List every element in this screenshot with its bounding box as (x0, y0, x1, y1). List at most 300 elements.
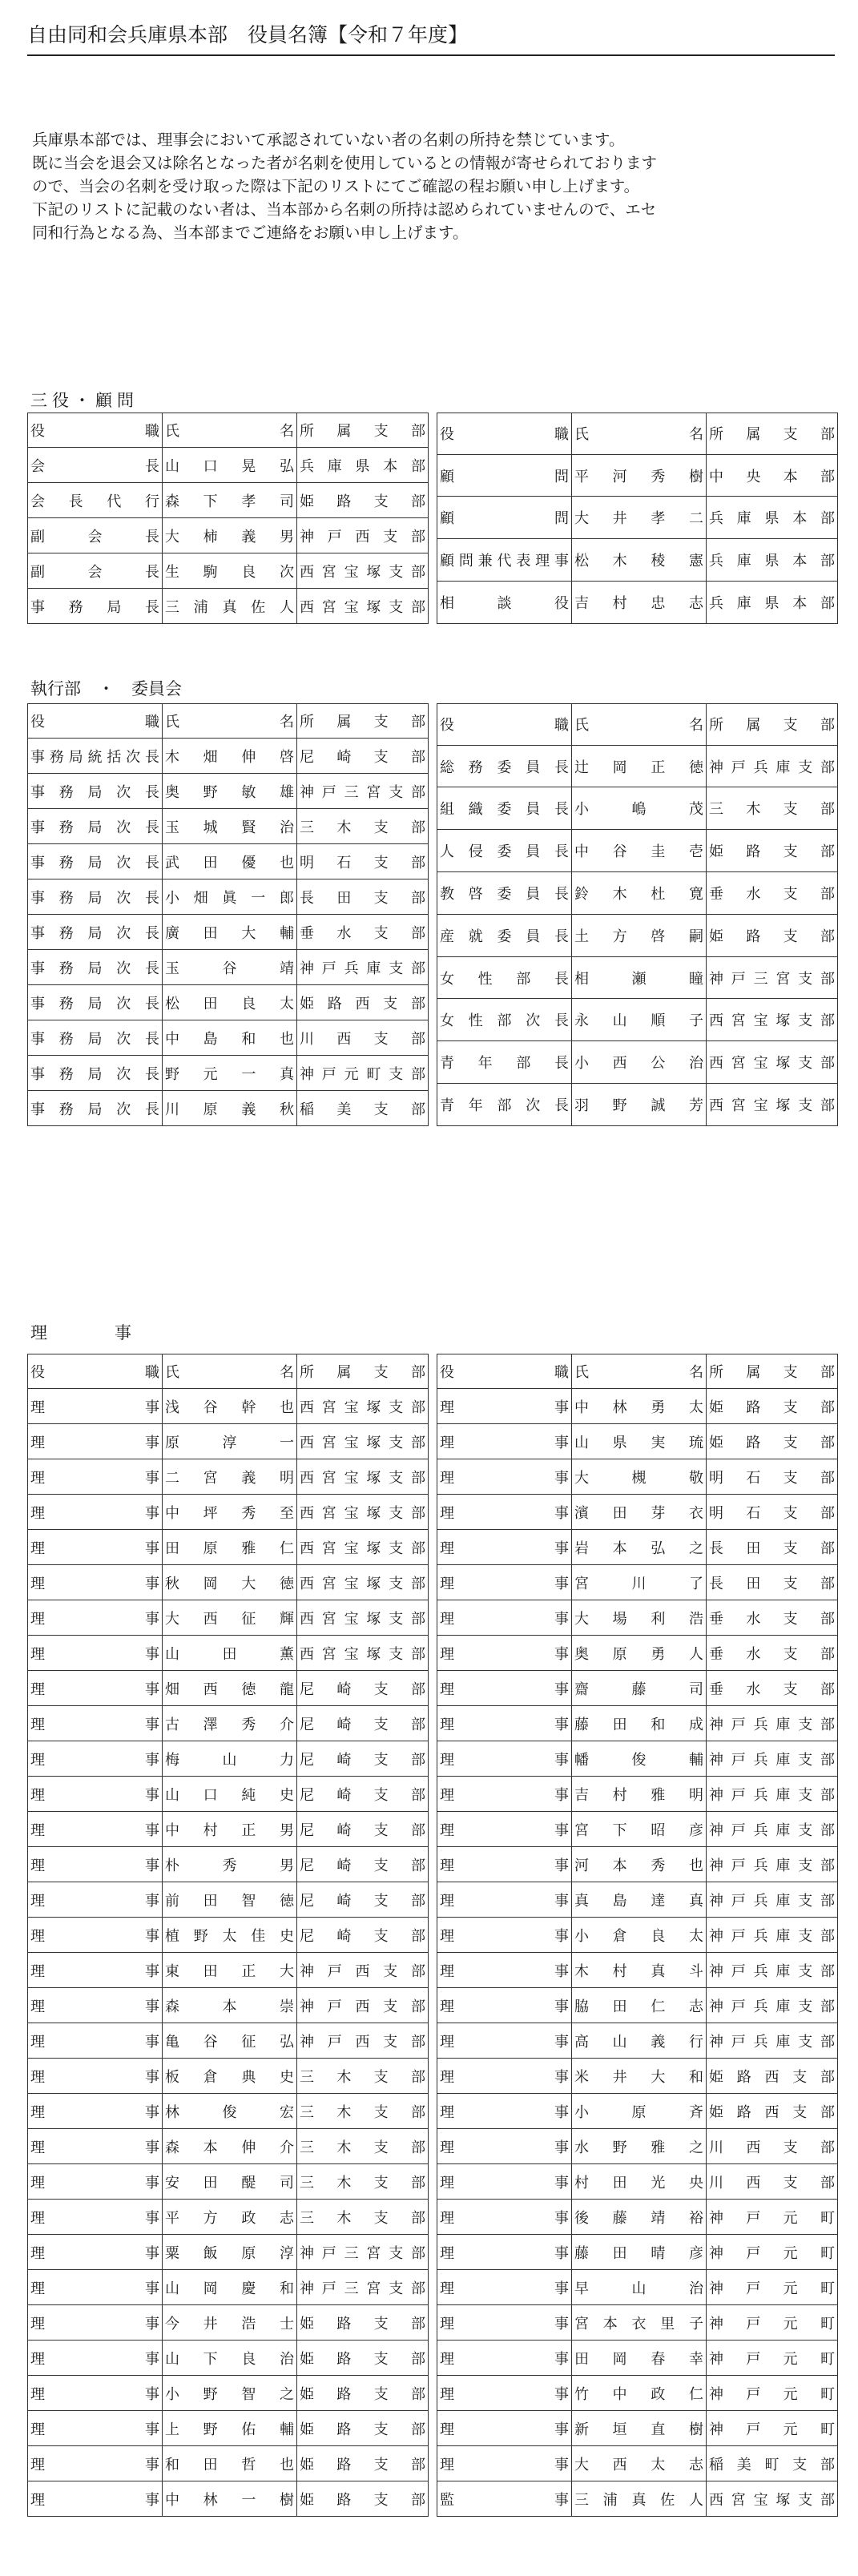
branch-cell: 明石支部 (707, 1459, 838, 1495)
branch-cell: 神戸西支部 (297, 2023, 429, 2059)
section-title-officers: 三役・顧問 (30, 391, 139, 410)
name-cell: 真島達真 (572, 1882, 707, 1918)
table-row (437, 2059, 838, 2094)
role-cell: 理事 (28, 1741, 163, 1777)
column-header: 役職 (28, 704, 163, 739)
table-row (437, 830, 838, 872)
table-header-row (437, 1354, 838, 1389)
column-header: 所属支部 (297, 413, 429, 448)
table-row (437, 582, 838, 624)
table-row (437, 1041, 838, 1084)
role-cell: 理事 (28, 1565, 163, 1600)
table-row (28, 553, 429, 589)
table-row (28, 774, 429, 809)
table-row (28, 1389, 429, 1424)
name-cell: 小原斉 (572, 2094, 707, 2129)
table-row (437, 1671, 838, 1706)
table-row (437, 2341, 838, 2376)
name-cell: 玉城賢治 (163, 809, 297, 844)
role-cell: 会長 (28, 448, 163, 483)
role-cell: 理事 (28, 2094, 163, 2129)
table-row (28, 1988, 429, 2023)
table-row (437, 1741, 838, 1777)
branch-cell: 三木支部 (297, 809, 429, 844)
column-header: 氏名 (572, 1354, 707, 1389)
name-cell: 前田智徳 (163, 1882, 297, 1918)
table-row (437, 914, 838, 956)
branch-cell: 三木支部 (297, 2200, 429, 2235)
name-cell: 上野佑輔 (163, 2411, 297, 2446)
branch-cell: 神戸兵庫支部 (707, 1706, 838, 1741)
table-row (28, 844, 429, 879)
name-cell: 小畑眞一郎 (163, 879, 297, 915)
role-cell: 理事 (28, 2059, 163, 2094)
table-row (437, 1953, 838, 1988)
role-cell: 理事 (28, 1671, 163, 1706)
table-row (437, 1812, 838, 1847)
column-header: 氏名 (163, 704, 297, 739)
name-cell: 中村正男 (163, 1812, 297, 1847)
role-cell: 理事 (437, 2235, 572, 2270)
role-cell: 事務局統括次長 (28, 739, 163, 774)
role-cell: 会長代行 (28, 483, 163, 518)
role-cell: 理事 (28, 1495, 163, 1530)
table-row (28, 950, 429, 985)
table-row (437, 1988, 838, 2023)
name-cell: 松田良太 (163, 985, 297, 1020)
branch-cell: 西宮宝塚支部 (297, 1389, 429, 1424)
role-cell: 理事 (28, 2129, 163, 2164)
table-row (28, 985, 429, 1020)
name-cell: 中林一樹 (163, 2481, 297, 2517)
name-cell: 朴秀男 (163, 1847, 297, 1882)
role-cell: 理事 (28, 1777, 163, 1812)
table-row (28, 2481, 429, 2517)
name-cell: 森本崇 (163, 1988, 297, 2023)
name-cell: 三浦真佐人 (163, 589, 297, 624)
table-row (28, 809, 429, 844)
branch-cell: 西宮宝塚支部 (297, 1424, 429, 1459)
branch-cell: 姫路支部 (297, 2411, 429, 2446)
table-row (28, 1671, 429, 1706)
name-cell: 竹中政仁 (572, 2376, 707, 2411)
table-row (28, 589, 429, 624)
name-cell: 山口純史 (163, 1777, 297, 1812)
table-row (28, 1812, 429, 1847)
table-row (437, 2023, 838, 2059)
officers-left-table (27, 413, 429, 624)
role-cell: 女性部長 (437, 956, 572, 999)
branch-cell: 神戸元町 (707, 2305, 838, 2341)
name-cell: 吉村雅明 (572, 1777, 707, 1812)
table-row (437, 2235, 838, 2270)
table-header-row (28, 413, 429, 448)
branch-cell: 神戸元町 (707, 2235, 838, 2270)
branch-cell: 姫路西支部 (297, 985, 429, 1020)
role-cell: 事務局次長 (28, 844, 163, 879)
branch-cell: 尼崎支部 (297, 1882, 429, 1918)
table-row (28, 915, 429, 950)
role-cell: 理事 (28, 1847, 163, 1882)
table-row (437, 1084, 838, 1126)
role-cell: 副会長 (28, 553, 163, 589)
name-cell: 浅谷幹也 (163, 1389, 297, 1424)
branch-cell: 尼崎支部 (297, 1812, 429, 1847)
table-row (437, 2411, 838, 2446)
branch-cell: 神戸元町 (707, 2200, 838, 2235)
branch-cell: 兵庫県本部 (707, 582, 838, 624)
name-cell: 田原雅仁 (163, 1530, 297, 1565)
table-row (28, 1953, 429, 1988)
table-row (28, 2059, 429, 2094)
name-cell: 東田正大 (163, 1953, 297, 1988)
table-row (437, 2305, 838, 2341)
table-row (28, 1565, 429, 1600)
intro-line: 同和行為となる為、当本部までご連絡をお願い申し上げます。 (32, 223, 469, 242)
directors-tables (27, 1354, 838, 2517)
executive-tables (27, 703, 838, 1126)
branch-cell: 西宮宝塚支部 (707, 2481, 838, 2517)
table-row (28, 2200, 429, 2235)
table-row (437, 2129, 838, 2164)
role-cell: 理事 (437, 2270, 572, 2305)
branch-cell: 長田支部 (297, 879, 429, 915)
name-cell: 小野智之 (163, 2376, 297, 2411)
name-cell: 山岡慶和 (163, 2270, 297, 2305)
role-cell: 理事 (28, 1882, 163, 1918)
branch-cell: 西宮宝塚支部 (707, 1041, 838, 1084)
role-cell: 理事 (28, 2376, 163, 2411)
branch-cell: 神戸兵庫支部 (707, 2023, 838, 2059)
table-row (28, 1882, 429, 1918)
role-cell: 理事 (437, 1812, 572, 1847)
branch-cell: 姫路西支部 (707, 2059, 838, 2094)
table-row (28, 1918, 429, 1953)
table-row (28, 1530, 429, 1565)
name-cell: 生駒良次 (163, 553, 297, 589)
table-row (437, 1636, 838, 1671)
branch-cell: 神戸兵庫支部 (707, 1812, 838, 1847)
role-cell: 理事 (437, 1389, 572, 1424)
branch-cell: 尼崎支部 (297, 739, 429, 774)
branch-cell: 明石支部 (297, 844, 429, 879)
role-cell: 理事 (437, 2129, 572, 2164)
table-row (437, 497, 838, 539)
role-cell: 青年部次長 (437, 1084, 572, 1126)
branch-cell: 明石支部 (707, 1495, 838, 1530)
role-cell: 理事 (28, 2341, 163, 2376)
section-title-directors: 理 事 (30, 1323, 131, 1342)
role-cell: 事務局次長 (28, 1056, 163, 1091)
branch-cell: 神戸兵庫支部 (707, 1777, 838, 1812)
name-cell: 松木稜憲 (572, 539, 707, 582)
branch-cell: 神戸三宮支部 (707, 956, 838, 999)
name-cell: 今井浩士 (163, 2305, 297, 2341)
name-cell: 早山治 (572, 2270, 707, 2305)
page-title: 自由同和会兵庫県本部 役員名簿【令和７年度】 (27, 19, 835, 56)
role-cell: 理事 (437, 1636, 572, 1671)
role-cell: 相談役 (437, 582, 572, 624)
name-cell: 梅山力 (163, 1741, 297, 1777)
name-cell: 野元一真 (163, 1056, 297, 1091)
table-header-row (28, 704, 429, 739)
name-cell: 辻岡正徳 (572, 745, 707, 787)
name-cell: 宮川了 (572, 1565, 707, 1600)
table-row (437, 1706, 838, 1741)
table-row (437, 2200, 838, 2235)
name-cell: 水野雅之 (572, 2129, 707, 2164)
role-cell: 産就委員長 (437, 914, 572, 956)
table-row (28, 2305, 429, 2341)
branch-cell: 姫路西支部 (707, 2094, 838, 2129)
branch-cell: 垂水支部 (707, 1671, 838, 1706)
name-cell: 土方啓嗣 (572, 914, 707, 956)
role-cell: 理事 (28, 1812, 163, 1847)
role-cell: 事務局次長 (28, 915, 163, 950)
table-row (28, 2235, 429, 2270)
role-cell: 理事 (28, 1953, 163, 1988)
name-cell: 三浦真佐人 (572, 2481, 707, 2517)
name-cell: 板倉典史 (163, 2059, 297, 2094)
role-cell: 理事 (437, 1777, 572, 1812)
table-row (28, 2341, 429, 2376)
column-header: 役職 (437, 1354, 572, 1389)
table-row (28, 2023, 429, 2059)
role-cell: 理事 (28, 1389, 163, 1424)
role-cell: 理事 (28, 1459, 163, 1495)
intro-line: 下記のリストに記載のない者は、当本部から名刺の所持は認められていませんので、エセ (32, 200, 657, 219)
name-cell: 藤田和成 (572, 1706, 707, 1741)
table-row (437, 956, 838, 999)
role-cell: 理事 (28, 1530, 163, 1565)
branch-cell: 神戸兵庫支部 (707, 1918, 838, 1953)
table-row (437, 2446, 838, 2481)
table-row (437, 1600, 838, 1636)
name-cell: 中谷圭壱 (572, 830, 707, 872)
name-cell: 畑西徳龍 (163, 1671, 297, 1706)
branch-cell: 神戸兵庫支部 (707, 745, 838, 787)
role-cell: 理事 (437, 1706, 572, 1741)
branch-cell: 神戸兵庫支部 (707, 1882, 838, 1918)
table-row (437, 2164, 838, 2200)
role-cell: 理事 (437, 2341, 572, 2376)
role-cell: 理事 (28, 2481, 163, 2517)
branch-cell: 西宮宝塚支部 (707, 1084, 838, 1126)
branch-cell: 尼崎支部 (297, 1706, 429, 1741)
name-cell: 大場利浩 (572, 1600, 707, 1636)
officers-right-table (437, 413, 838, 624)
name-cell: 高山義行 (572, 2023, 707, 2059)
table-row (28, 518, 429, 553)
table-row (28, 2094, 429, 2129)
name-cell: 古澤秀介 (163, 1706, 297, 1741)
branch-cell: 長田支部 (707, 1565, 838, 1600)
branch-cell: 神戸元町 (707, 2376, 838, 2411)
branch-cell: 三木支部 (297, 2094, 429, 2129)
table-row (437, 454, 838, 497)
table-row (437, 1777, 838, 1812)
name-cell: 鈴木杜寛 (572, 872, 707, 915)
branch-cell: 西宮宝塚支部 (297, 1600, 429, 1636)
role-cell: 事務局次長 (28, 809, 163, 844)
table-row (28, 1424, 429, 1459)
table-row (437, 1424, 838, 1459)
branch-cell: 兵庫県本部 (707, 539, 838, 582)
branch-cell: 神戸西支部 (297, 1988, 429, 2023)
branch-cell: 兵庫県本部 (707, 497, 838, 539)
role-cell: 理事 (437, 1741, 572, 1777)
role-cell: 理事 (437, 2376, 572, 2411)
table-row (437, 1565, 838, 1600)
column-header: 所属支部 (707, 704, 838, 746)
name-cell: 川原義秋 (163, 1091, 297, 1126)
name-cell: 粟飯原淳 (163, 2235, 297, 2270)
table-row (28, 1636, 429, 1671)
branch-cell: 稲美町支部 (707, 2446, 838, 2481)
name-cell: 宮下昭彦 (572, 1812, 707, 1847)
role-cell: 理事 (437, 1953, 572, 1988)
table-row (28, 2376, 429, 2411)
name-cell: 秋岡大徳 (163, 1565, 297, 1600)
branch-cell: 西宮宝塚支部 (297, 1530, 429, 1565)
name-cell: 河本秀也 (572, 1847, 707, 1882)
name-cell: 脇田仁志 (572, 1988, 707, 2023)
branch-cell: 尼崎支部 (297, 1918, 429, 1953)
table-row (28, 1020, 429, 1056)
role-cell: 組織委員長 (437, 787, 572, 830)
branch-cell: 神戸元町 (707, 2270, 838, 2305)
intro-line: 既に当会を退会又は除名となった者が名刺を使用しているとの情報が寄せられております (32, 154, 658, 172)
role-cell: 理事 (28, 1600, 163, 1636)
table-row (437, 1389, 838, 1424)
role-cell: 理事 (437, 2059, 572, 2094)
name-cell: 米井大和 (572, 2059, 707, 2094)
branch-cell: 三木支部 (297, 2129, 429, 2164)
table-header-row (437, 704, 838, 746)
directors-left-table (27, 1354, 429, 2517)
name-cell: 大槻敬 (572, 1459, 707, 1495)
role-cell: 事務局次長 (28, 879, 163, 915)
table-row (28, 1459, 429, 1495)
role-cell: 事務局次長 (28, 985, 163, 1020)
role-cell: 女性部次長 (437, 999, 572, 1041)
name-cell: 二宮義明 (163, 1459, 297, 1495)
table-row (28, 879, 429, 915)
column-header: 氏名 (163, 413, 297, 448)
branch-cell: 神戸三宮支部 (297, 2270, 429, 2305)
name-cell: 永山順子 (572, 999, 707, 1041)
branch-cell: 西宮宝塚支部 (297, 553, 429, 589)
name-cell: 相瀬瞳 (572, 956, 707, 999)
branch-cell: 尼崎支部 (297, 1671, 429, 1706)
name-cell: 小嶋茂 (572, 787, 707, 830)
name-cell: 玉谷靖 (163, 950, 297, 985)
name-cell: 大井孝二 (572, 497, 707, 539)
role-cell: 理事 (437, 1847, 572, 1882)
executive-right-table (437, 703, 838, 1126)
table-row (437, 1495, 838, 1530)
table-row (28, 1056, 429, 1091)
branch-cell: 姫路支部 (297, 2376, 429, 2411)
name-cell: 山口晃弘 (163, 448, 297, 483)
role-cell: 理事 (437, 1424, 572, 1459)
role-cell: 顧問 (437, 497, 572, 539)
role-cell: 理事 (437, 1988, 572, 2023)
branch-cell: 姫路支部 (707, 914, 838, 956)
role-cell: 理事 (437, 1495, 572, 1530)
table-header-row (28, 1354, 429, 1389)
branch-cell: 三木支部 (297, 2059, 429, 2094)
table-row (28, 1741, 429, 1777)
branch-cell: 神戸元町支部 (297, 1056, 429, 1091)
directors-right-table (437, 1354, 838, 2517)
role-cell: 理事 (437, 2305, 572, 2341)
column-header: 氏名 (163, 1354, 297, 1389)
name-cell: 原淳一 (163, 1424, 297, 1459)
name-cell: 小倉良太 (572, 1918, 707, 1953)
branch-cell: 川西支部 (297, 1020, 429, 1056)
branch-cell: 姫路支部 (297, 2481, 429, 2517)
branch-cell: 西宮宝塚支部 (297, 1565, 429, 1600)
name-cell: 山田薫 (163, 1636, 297, 1671)
name-cell: 奥原勇人 (572, 1636, 707, 1671)
role-cell: 理事 (437, 2446, 572, 2481)
branch-cell: 垂水支部 (707, 872, 838, 915)
branch-cell: 長田支部 (707, 1530, 838, 1565)
table-row (437, 539, 838, 582)
role-cell: 事務局次長 (28, 774, 163, 809)
branch-cell: 神戸三宮支部 (297, 774, 429, 809)
branch-cell: 西宮宝塚支部 (297, 589, 429, 624)
branch-cell: 神戸兵庫支部 (707, 1847, 838, 1882)
column-header: 役職 (28, 1354, 163, 1389)
branch-cell: 中央本部 (707, 454, 838, 497)
column-header: 氏名 (572, 704, 707, 746)
table-row (28, 1706, 429, 1741)
branch-cell: 姫路支部 (707, 1389, 838, 1424)
branch-cell: 神戸元町 (707, 2411, 838, 2446)
role-cell: 青年部長 (437, 1041, 572, 1084)
table-row (28, 483, 429, 518)
name-cell: 平方政志 (163, 2200, 297, 2235)
name-cell: 木村真斗 (572, 1953, 707, 1988)
column-header: 所属支部 (707, 413, 838, 455)
role-cell: 理事 (437, 2411, 572, 2446)
name-cell: 林俊宏 (163, 2094, 297, 2129)
role-cell: 教啓委員長 (437, 872, 572, 915)
role-cell: 理事 (28, 2446, 163, 2481)
role-cell: 理事 (28, 2200, 163, 2235)
branch-cell: 川西支部 (707, 2164, 838, 2200)
table-row (28, 739, 429, 774)
role-cell: 理事 (437, 1530, 572, 1565)
role-cell: 理事 (437, 1459, 572, 1495)
role-cell: 事務局次長 (28, 950, 163, 985)
role-cell: 理事 (28, 1988, 163, 2023)
name-cell: 小西公治 (572, 1041, 707, 1084)
table-row (28, 1600, 429, 1636)
name-cell: 廣田大輔 (163, 915, 297, 950)
role-cell: 理事 (28, 1918, 163, 1953)
name-cell: 中林勇太 (572, 1389, 707, 1424)
name-cell: 奥野敏雄 (163, 774, 297, 809)
branch-cell: 神戸兵庫支部 (707, 1988, 838, 2023)
branch-cell: 垂水支部 (297, 915, 429, 950)
name-cell: 山県実琉 (572, 1424, 707, 1459)
branch-cell: 神戸兵庫支部 (297, 950, 429, 985)
role-cell: 人侵委員長 (437, 830, 572, 872)
role-cell: 理事 (28, 2270, 163, 2305)
